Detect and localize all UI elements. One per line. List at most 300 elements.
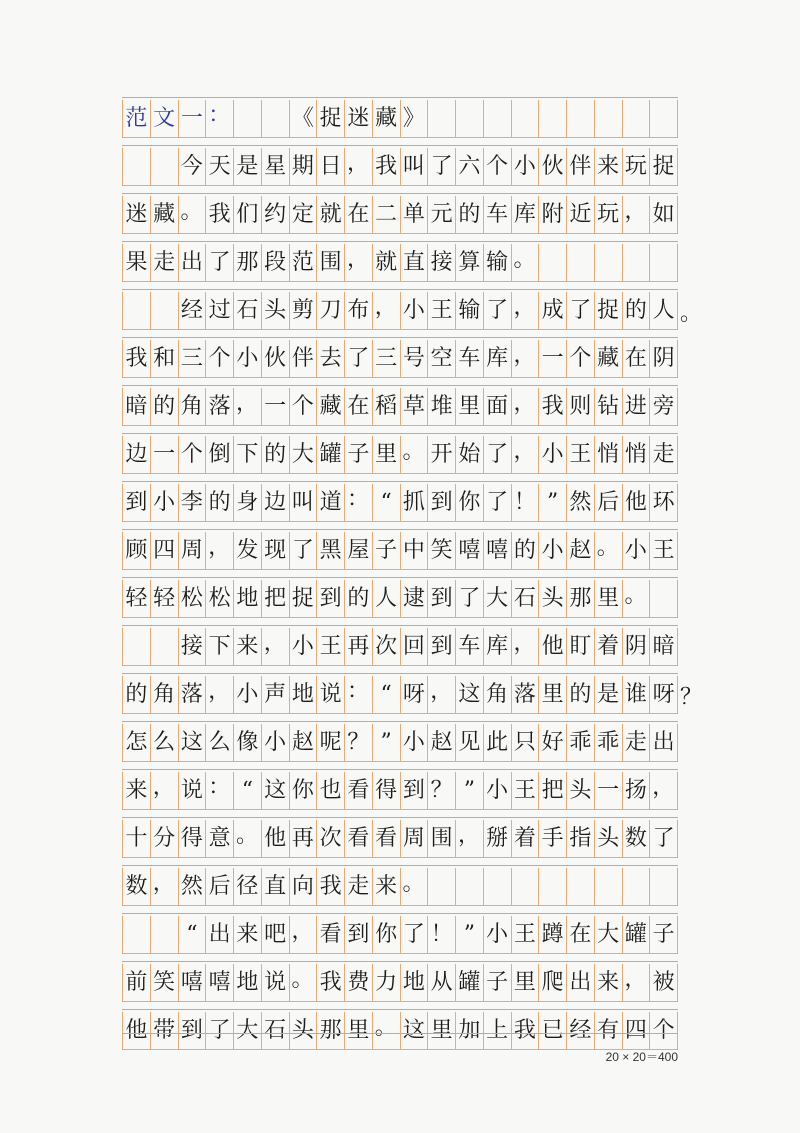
- grid-cell: 盯: [567, 628, 595, 666]
- grid-cell: 这: [262, 772, 290, 810]
- grid-cell: 布: [345, 292, 373, 330]
- grid-cell: 从: [428, 964, 456, 1002]
- grid-cell: 这: [456, 676, 484, 714]
- grid-cell: 范: [290, 244, 318, 282]
- row-cells: [122, 292, 678, 330]
- grid-cell: ，: [650, 772, 678, 810]
- text-row: [122, 577, 678, 625]
- grid-cell: 车: [456, 628, 484, 666]
- row-cells: [122, 388, 678, 426]
- grid-cell: “: [234, 772, 262, 810]
- grid-cell: 大: [290, 436, 318, 474]
- grid-cell: 伙: [539, 148, 567, 186]
- grid-cell: 王: [428, 292, 456, 330]
- grid-cell: 石: [234, 292, 262, 330]
- grid-cell: 了: [206, 244, 234, 282]
- grid-cell: ，: [512, 388, 540, 426]
- character-grid: [122, 97, 702, 1057]
- grid-cell: 暗: [650, 628, 678, 666]
- grid-cell: 我: [512, 1012, 540, 1050]
- grid-cell: 么: [206, 724, 234, 762]
- grid-cell: 石: [512, 580, 540, 618]
- grid-cell: 倒: [206, 436, 234, 474]
- grid-cell: 扬: [623, 772, 651, 810]
- grid-cell: 捉: [595, 292, 623, 330]
- grid-cell: 大: [484, 580, 512, 618]
- grid-cell: 在: [345, 388, 373, 426]
- empty-cell: [456, 868, 484, 906]
- grid-cell: 在: [345, 196, 373, 234]
- grid-cell: ？: [428, 772, 456, 810]
- grid-cell: 人: [373, 580, 401, 618]
- grid-cell: 小: [401, 724, 429, 762]
- grid-cell: 落: [179, 676, 207, 714]
- grid-cell: 里: [539, 676, 567, 714]
- grid-cell: 松: [206, 580, 234, 618]
- grid-cell: 捉: [290, 580, 318, 618]
- grid-cell: 子: [345, 436, 373, 474]
- grid-cell: ！: [428, 916, 456, 954]
- grid-cell: 来: [595, 964, 623, 1002]
- row-cells: [122, 628, 678, 666]
- grid-cell: 人: [650, 292, 678, 330]
- grid-cell: 角: [484, 676, 512, 714]
- grid-cell: 果: [123, 244, 151, 282]
- grid-cell: ：: [345, 676, 373, 714]
- grid-cell: 意: [206, 820, 234, 858]
- grid-cell: 车: [484, 196, 512, 234]
- grid-cell: 始: [456, 436, 484, 474]
- grid-cell: 前: [123, 964, 151, 1002]
- heading-label-char: 一: [179, 100, 207, 138]
- grid-cell: 蹲: [539, 916, 567, 954]
- grid-cell: 。: [595, 532, 623, 570]
- grid-cell: 此: [484, 724, 512, 762]
- grid-cell: 看: [345, 772, 373, 810]
- grid-cell: 角: [179, 388, 207, 426]
- grid-cell: “: [179, 916, 207, 954]
- grid-cell: 把: [539, 772, 567, 810]
- grid-cell: 来: [595, 148, 623, 186]
- grid-cell: 轻: [151, 580, 179, 618]
- grid-cell: 了: [484, 292, 512, 330]
- grid-cell: 则: [567, 388, 595, 426]
- grid-cell: 看: [373, 820, 401, 858]
- title-char: 藏: [373, 100, 401, 138]
- grid-cell: 这: [179, 724, 207, 762]
- row-cells: [122, 772, 678, 810]
- text-row: [122, 145, 678, 193]
- grid-cell: 里: [373, 436, 401, 474]
- empty-cell: [428, 868, 456, 906]
- empty-cell: [539, 100, 567, 138]
- grid-cell: 松: [179, 580, 207, 618]
- grid-cell: 个: [290, 388, 318, 426]
- grid-cell: 力: [373, 964, 401, 1002]
- grid-cell: 出: [567, 964, 595, 1002]
- grid-cell: 是: [595, 676, 623, 714]
- empty-cell: [539, 868, 567, 906]
- grid-cell: 定: [290, 196, 318, 234]
- grid-cell: 头: [290, 1012, 318, 1050]
- grid-cell: 旁: [650, 388, 678, 426]
- grid-cell: 到: [317, 580, 345, 618]
- grid-cell: 呀: [650, 676, 678, 714]
- empty-cell: [234, 100, 262, 138]
- grid-cell: 手: [539, 820, 567, 858]
- row-cells: [122, 868, 678, 906]
- grid-cell: 算: [456, 244, 484, 282]
- grid-cell: 发: [234, 532, 262, 570]
- empty-cell: [456, 100, 484, 138]
- grid-cell: ：: [206, 772, 234, 810]
- row-cells: [122, 340, 678, 378]
- empty-cell: [151, 148, 179, 186]
- grid-cell: 走: [623, 724, 651, 762]
- grid-cell: 费: [345, 964, 373, 1002]
- grid-cell: ，: [623, 964, 651, 1002]
- grid-cell: ，: [262, 628, 290, 666]
- grid-cell: 子: [373, 532, 401, 570]
- grid-cell: 成: [539, 292, 567, 330]
- row-cells: [122, 724, 678, 762]
- empty-cell: [623, 868, 651, 906]
- grid-cell: 了: [345, 340, 373, 378]
- grid-cell: 了: [567, 292, 595, 330]
- empty-cell: [512, 100, 540, 138]
- text-row: [122, 289, 702, 337]
- grid-cell: 罐: [456, 964, 484, 1002]
- grid-cell: 出: [206, 916, 234, 954]
- grid-cell: 悄: [595, 436, 623, 474]
- title-char: 《: [290, 100, 318, 138]
- grid-cell: ，: [290, 916, 318, 954]
- empty-cell: [428, 100, 456, 138]
- grid-cell: 然: [567, 484, 595, 522]
- grid-cell: 已: [539, 1012, 567, 1050]
- grid-cell: 稻: [373, 388, 401, 426]
- grid-cell: 和: [151, 340, 179, 378]
- grid-cell: 指: [567, 820, 595, 858]
- grid-cell: 个: [206, 340, 234, 378]
- grid-cell: 接: [179, 628, 207, 666]
- empty-cell: [262, 100, 290, 138]
- grid-cell: 个: [484, 148, 512, 186]
- grid-cell: 来: [123, 772, 151, 810]
- grid-cell: 嘻: [456, 532, 484, 570]
- grid-cell: 走: [650, 436, 678, 474]
- grid-cell: ，: [373, 292, 401, 330]
- row-cells: [122, 964, 678, 1002]
- grid-cell: 现: [262, 532, 290, 570]
- grid-cell: 屋: [345, 532, 373, 570]
- grid-cell: 乖: [595, 724, 623, 762]
- grid-cell: 如: [650, 196, 678, 234]
- grid-cell: 看: [317, 916, 345, 954]
- grid-cell: 周: [401, 820, 429, 858]
- grid-cell: 围: [317, 244, 345, 282]
- grid-cell: 头: [567, 772, 595, 810]
- grid-cell: 你: [290, 772, 318, 810]
- grid-cell: 到: [428, 484, 456, 522]
- grid-cell: 附: [539, 196, 567, 234]
- grid-cell: 罐: [317, 436, 345, 474]
- grid-cell: ，: [206, 532, 234, 570]
- grid-cell: 向: [290, 868, 318, 906]
- grid-cell: 上: [484, 1012, 512, 1050]
- grid-cell: 单: [401, 196, 429, 234]
- grid-cell: 后: [206, 868, 234, 906]
- grid-cell: 四: [151, 532, 179, 570]
- grid-cell: 的: [512, 532, 540, 570]
- empty-cell: [650, 244, 678, 282]
- title-char: 捉: [317, 100, 345, 138]
- grid-cell: 经: [179, 292, 207, 330]
- grid-cell: “: [373, 484, 401, 522]
- grid-cell: 数: [623, 820, 651, 858]
- grid-cell: 后: [595, 484, 623, 522]
- grid-cell: 我: [317, 964, 345, 1002]
- grid-cell: 里: [428, 1012, 456, 1050]
- grid-cell: 嘻: [484, 532, 512, 570]
- grid-cell: 我: [373, 148, 401, 186]
- grid-cell: 我: [317, 868, 345, 906]
- grid-cell: 个: [179, 436, 207, 474]
- grid-cell: 边: [262, 484, 290, 522]
- row-cells: [122, 580, 678, 618]
- grid-cell: 只: [512, 724, 540, 762]
- grid-cell: 黑: [317, 532, 345, 570]
- grid-cell: 头: [262, 292, 290, 330]
- heading-label-char: 文: [151, 100, 179, 138]
- grid-cell: 你: [456, 484, 484, 522]
- grid-cell: 我: [539, 388, 567, 426]
- grid-cell: 里: [595, 580, 623, 618]
- grid-cell: 叫: [401, 148, 429, 186]
- grid-cell: 进: [623, 388, 651, 426]
- grid-cell: 角: [151, 676, 179, 714]
- row-cells: [122, 916, 678, 954]
- grid-cell: 小: [539, 532, 567, 570]
- grid-cell: 星: [262, 148, 290, 186]
- grid-cell: 的: [567, 676, 595, 714]
- grid-cell: 顾: [123, 532, 151, 570]
- grid-cell: 在: [623, 340, 651, 378]
- grid-cell: 环: [650, 484, 678, 522]
- grid-cell: 二: [373, 196, 401, 234]
- grid-cell: ，: [456, 820, 484, 858]
- grid-cell: 库: [512, 196, 540, 234]
- grid-cell: 走: [345, 868, 373, 906]
- grid-cell: 。: [401, 436, 429, 474]
- grid-cell: 一: [262, 388, 290, 426]
- grid-cell: 落: [206, 388, 234, 426]
- grid-cell: ，: [428, 676, 456, 714]
- grid-cell: 号: [401, 340, 429, 378]
- grid-cell: 小: [623, 532, 651, 570]
- grid-cell: 的: [262, 436, 290, 474]
- grid-cell: 日: [317, 148, 345, 186]
- grid-cell: 地: [290, 676, 318, 714]
- grid-cell: 说: [262, 964, 290, 1002]
- grid-cell: 近: [567, 196, 595, 234]
- grid-cell: 呢: [317, 724, 345, 762]
- grid-cell: 去: [317, 340, 345, 378]
- grid-cell: 小: [151, 484, 179, 522]
- grid-cell: 赵: [567, 532, 595, 570]
- grid-cell: 头: [595, 820, 623, 858]
- text-row: [122, 385, 678, 433]
- grid-cell: ，: [151, 868, 179, 906]
- grid-cell: 就: [373, 244, 401, 282]
- grid-cell: 伴: [567, 148, 595, 186]
- grid-cell: 抓: [401, 484, 429, 522]
- row-cells: [122, 244, 678, 282]
- grid-cell: 了: [484, 484, 512, 522]
- grid-cell: 掰: [484, 820, 512, 858]
- grid-cell: 爬: [539, 964, 567, 1002]
- grid-cell: 库: [484, 628, 512, 666]
- grid-cell: 落: [512, 676, 540, 714]
- bottom-rule: [122, 1033, 678, 1034]
- empty-cell: [595, 868, 623, 906]
- grid-cell: 回: [401, 628, 429, 666]
- empty-cell: [151, 916, 179, 954]
- grid-cell: 地: [234, 580, 262, 618]
- row-cells: [122, 196, 678, 234]
- text-row: [122, 913, 678, 961]
- empty-cell: [567, 100, 595, 138]
- row-cells: [122, 532, 678, 570]
- text-row: [122, 241, 678, 289]
- text-row: [122, 193, 678, 241]
- grid-cell: 说: [179, 772, 207, 810]
- grid-cell: 直: [401, 244, 429, 282]
- empty-cell: [567, 244, 595, 282]
- grid-cell: 小: [512, 148, 540, 186]
- grid-cell: 十: [123, 820, 151, 858]
- grid-cell: 到: [428, 628, 456, 666]
- grid-cell: 一: [595, 772, 623, 810]
- empty-cell: [123, 916, 151, 954]
- grid-cell: 藏: [595, 340, 623, 378]
- grid-cell: 把: [262, 580, 290, 618]
- grid-cell: 玩: [623, 148, 651, 186]
- grid-cell: 们: [234, 196, 262, 234]
- text-row: [122, 529, 678, 577]
- grid-cell: 到: [123, 484, 151, 522]
- grid-cell: 赵: [428, 724, 456, 762]
- text-row: [122, 673, 702, 721]
- grid-cell: 刀: [317, 292, 345, 330]
- grid-cell: 得: [373, 772, 401, 810]
- grid-cell: 次: [317, 820, 345, 858]
- grid-cell: 段: [262, 244, 290, 282]
- grid-cell: 了: [484, 436, 512, 474]
- empty-cell: [595, 100, 623, 138]
- grid-cell: 地: [234, 964, 262, 1002]
- grid-cell: “: [373, 676, 401, 714]
- grid-cell: 伙: [262, 340, 290, 378]
- grid-cell: 小: [262, 724, 290, 762]
- row-cells: [122, 676, 678, 714]
- grid-cell: ，: [623, 196, 651, 234]
- grid-cell: 嘻: [206, 964, 234, 1002]
- empty-cell: [151, 628, 179, 666]
- grid-cell: 的: [151, 388, 179, 426]
- grid-cell: 。: [623, 580, 651, 618]
- grid-cell: 的: [206, 484, 234, 522]
- grid-cell: 见: [456, 724, 484, 762]
- grid-cell: 大: [595, 916, 623, 954]
- grid-cell: ？: [345, 724, 373, 762]
- grid-cell: 李: [179, 484, 207, 522]
- grid-cell: ，: [206, 676, 234, 714]
- grid-cell: 到: [428, 580, 456, 618]
- grid-cell: 输: [456, 292, 484, 330]
- grid-cell: 草: [401, 388, 429, 426]
- grid-cell: 来: [234, 628, 262, 666]
- grid-cell: 一: [539, 340, 567, 378]
- text-row: [122, 433, 678, 481]
- grid-cell: 笑: [428, 532, 456, 570]
- grid-cell: 逮: [401, 580, 429, 618]
- grid-cell: ，: [512, 340, 540, 378]
- grid-cell: 的: [456, 196, 484, 234]
- grid-cell: 迷: [123, 196, 151, 234]
- grid-cell: 到: [345, 916, 373, 954]
- grid-cell: 么: [151, 724, 179, 762]
- grid-cell: 走: [151, 244, 179, 282]
- grid-cell: 的: [623, 292, 651, 330]
- title-row: [122, 97, 678, 145]
- grid-cell: 然: [179, 868, 207, 906]
- grid-count-footer: 20 × 20＝400: [605, 1050, 678, 1064]
- grid-cell: 中: [401, 532, 429, 570]
- grid-cell: 就: [317, 196, 345, 234]
- grid-cell: 他: [123, 1012, 151, 1050]
- empty-cell: [123, 292, 151, 330]
- grid-cell: ！: [512, 484, 540, 522]
- overflow-punctuation: ？: [679, 684, 702, 710]
- grid-cell: 。: [373, 1012, 401, 1050]
- grid-cell: 边: [123, 436, 151, 474]
- grid-cell: 罐: [623, 916, 651, 954]
- grid-cell: ”: [456, 772, 484, 810]
- row-cells: [122, 820, 678, 858]
- grid-cell: 个: [650, 1012, 678, 1050]
- grid-cell: ，: [512, 628, 540, 666]
- title-char: 迷: [345, 100, 373, 138]
- grid-cell: 赵: [290, 724, 318, 762]
- row-cells: [122, 1012, 678, 1050]
- empty-cell: [539, 244, 567, 282]
- grid-cell: 小: [484, 916, 512, 954]
- empty-cell: [623, 244, 651, 282]
- grid-cell: 着: [595, 628, 623, 666]
- grid-cell: 阴: [650, 340, 678, 378]
- empty-cell: [123, 148, 151, 186]
- grid-cell: 里: [345, 1012, 373, 1050]
- grid-cell: 期: [290, 148, 318, 186]
- grid-cell: 的: [123, 676, 151, 714]
- row-cells: [122, 148, 678, 186]
- empty-cell: [484, 868, 512, 906]
- grid-cell: 那: [567, 580, 595, 618]
- grid-cell: 接: [428, 244, 456, 282]
- grid-cell: 叫: [290, 484, 318, 522]
- grid-cell: 伴: [290, 340, 318, 378]
